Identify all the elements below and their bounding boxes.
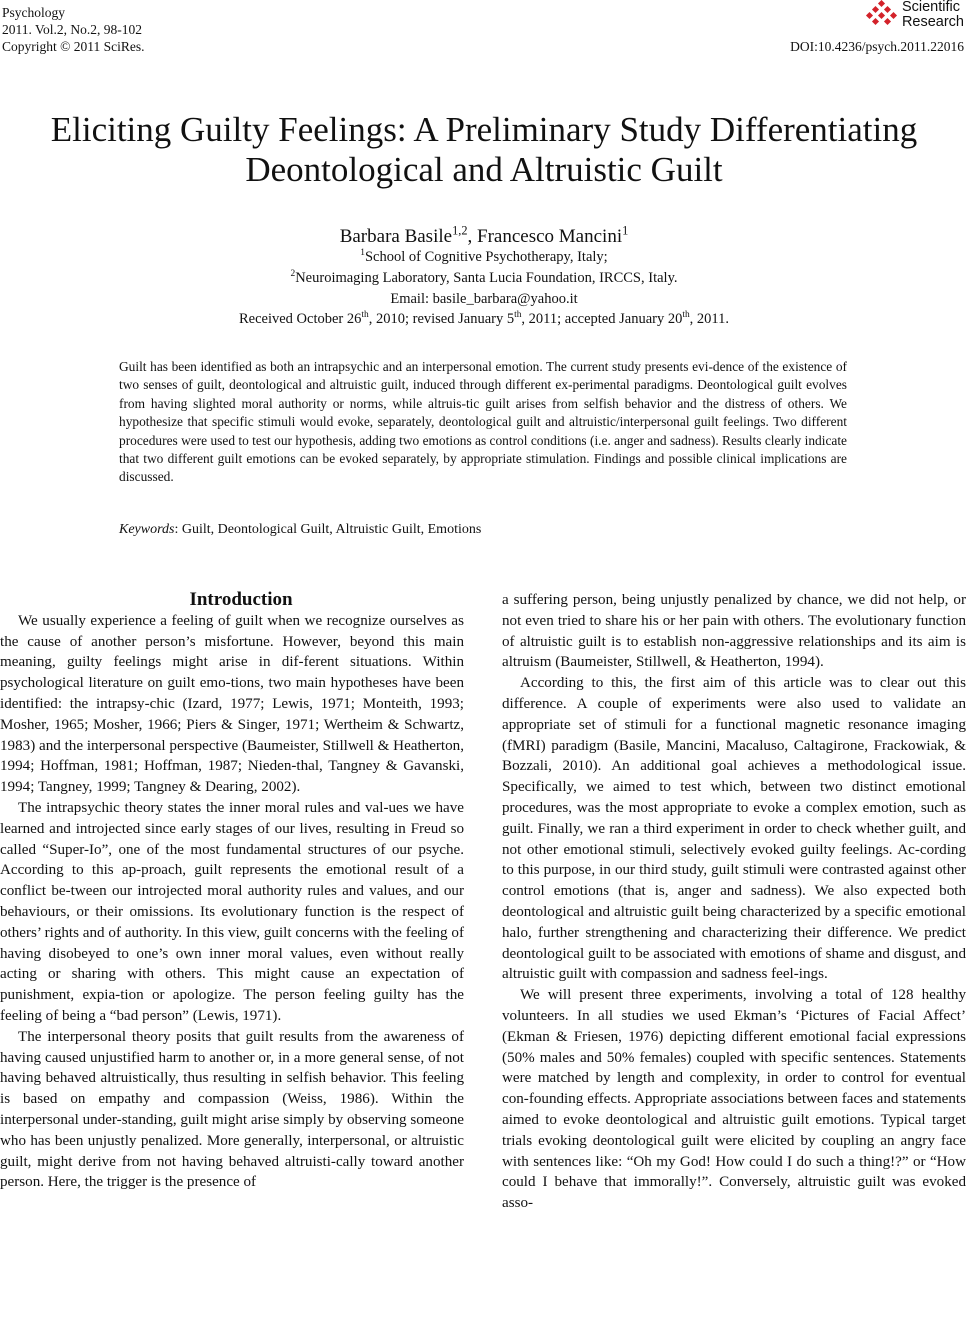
- body-paragraph: According to this, the first aim of this article was to clear out this difference. A couple of experiments were also used to validate an appropriate set of stimuli for a functional magnetic resonance imaging (fMRI) paradigm (Basile, Mancini, Macaluso, Caltagirone, Frackowiak, & Bozzali, 2010). An additional goal achieves a methodological issue. Specifically, we aimed to test which, between two distinct emotional procedures, was the most appropriate to evoke a complex emotion, such as guilt. Finally, we ran a third experiment in order to check whether guilt, and not other emotional stimuli, selectively evoked guilty feelings. Ac-cording to this purpose, in our third study, guilt stimuli were contrasted against other control emotions (that is, anger and sadness). We also expected both deontological and altruistic guilt being characterized by a specific emotional halo, further strengthening and characterizing their difference. We predict deontological guilt to be associated with emotions of shame and disgust, and altruistic guilt with compassion and sadness feel-ings.: [502, 675, 966, 983]
- scirp-logo-icon: [865, 0, 899, 30]
- body-left-column: [0, 590, 464, 1193]
- body-paragraph: We usually experience a feeling of guilt when we recognize ourselves as the cause of another person’s misfortune. However, beyond this main meaning, guilty feelings might arise in dif-ferent situations. Within psychological literature on guilt emo-tions, two main hypotheses have been identified: the intrapsy-chic (Izard, 1977; Lewis, 1971; Monteith, 1993; Mosher, 1965; Mosher, 1966; Piers & Singer, 1971; Wertheim & Schwartz, 1983) and the interpersonal perspective (Baumeister, Stillwell & Heatherton, 1994; Hoffman, 1981; Hoffman, 1987; Nieden-thal, Tangney & Gavanski, 1994; Tangney, 1999; Tangney & Dearing, 2002).: [0, 612, 464, 796]
- ordinal-sup: th: [682, 310, 690, 321]
- author-affil-sup: 1: [622, 223, 629, 238]
- body-paragraph: a suffering person, being unjustly penalized by chance, we did not help, or not even tried to share his or her pain with others. The evolutionary function of altruistic guilt is to establish non-aggressive relationships and its aim is altruism (Baumeister, Stillwell, & Heatherton, 1994).: [502, 592, 966, 671]
- author-separator: ,: [467, 226, 478, 247]
- section-heading-introduction: Introduction: [189, 589, 293, 610]
- journal-name: Psychology: [2, 5, 66, 20]
- affiliation-1: [0, 249, 968, 266]
- body-paragraph: The interpersonal theory posits that guilt results from the awareness of having caused unjustified harm to another or, in a more general sense, of not having behaved altruistically, thus resulting in selfish behavior. This feeling is based on empathy and compassion (Weiss, 1986). Within the interpersonal under-standing, guilt might arise simply by observing someone who has been unjustly penalized. More generally, interpersonal, or altruistic guilt, might derive from not having behaved altruisti-cally toward another person. Here, the trigger is the presence of: [0, 1028, 464, 1191]
- received-text: , 2010; revised January 5: [368, 311, 515, 327]
- received-text: Received October 26: [238, 311, 362, 327]
- title-line1: Eliciting Guilty Feelings: A Preliminary Study Differentiating: [50, 110, 918, 149]
- author-name: Francesco Mancini: [477, 226, 623, 247]
- affil-sup: 1: [360, 248, 365, 259]
- doi: DOI:10.4236/psych.2011.22016: [790, 39, 964, 54]
- journal-volume: 2011. Vol.2, No.2, 98-102: [2, 22, 143, 37]
- affiliation-2: [0, 270, 968, 287]
- abstract: Guilt has been identified as both an intrapsychic and an interpersonal emotion. The current study presents evi-dence of the existence of two senses of guilt, deontological and altruistic guilt, induced through different ex-perimental paradigms. Deontological guilt evolves from having slighted moral authority or norms, while altruis-tic guilt arises from selfish behavior and the distress of others. We hypothesize that specific stimuli would evoke, separately, deontological guilt and altruistic/interpersonal guilt feelings. Two different procedures were used to test our hypothesis, adding two emotions as control conditions (i.e. anger and sadness). Results clearly indicate that two different guilt emotions can be evoked separately, by appropriate stimulation. Findings and possible clinical implications are discussed.: [119, 359, 847, 485]
- received-text: , 2011; accepted January 20: [521, 311, 683, 327]
- journal-header: [2, 4, 145, 55]
- received-dates: [0, 311, 968, 328]
- body-paragraph: We will present three experiments, involving a total of 128 healthy volunteers. In all studies we used Ekman’s ‘Pictures of Facial Affect’ (Ekman & Friesen, 1976) depicting different emotional facial expressions (50% males and 50% females) coupled with specific sentences. Statements were matched by length and complexity, in order to control for eventual con-founding effects. Appropriate associations between faces and statements aimed to evoke deontological and altruistic guilt emotions. Typical target trials evoking deontological guilt were elicited by coupling an angry face with sentences like: “Oh my God! How could I do such a thing!?” or “How could I behave that immorally!”. Conversely, altruistic guilt was evoked asso-: [502, 987, 966, 1212]
- authors: [0, 223, 968, 248]
- author-name: Barbara Basile: [339, 226, 453, 247]
- logo-line1: Scientific: [901, 0, 960, 15]
- title-line2: Deontological and Altruistic Guilt: [245, 150, 723, 189]
- author-affil-sup: 1,2: [452, 223, 468, 238]
- publisher-logo: [865, 0, 964, 30]
- ordinal-sup: th: [514, 310, 522, 321]
- affil-sup: 2: [290, 269, 296, 280]
- received-text: , 2011.: [689, 311, 730, 327]
- logo-line2: Research: [901, 14, 964, 30]
- email: Email: basile_barbara@yahoo.it: [390, 291, 578, 307]
- affil-text: School of Cognitive Psychotherapy, Italy;: [364, 249, 608, 265]
- keywords-text: : Guilt, Deontological Guilt, Altruistic Guilt, Emotions: [174, 522, 482, 537]
- affil-text: Neuroimaging Laboratory, Santa Lucia Foundation, IRCCS, Italy.: [295, 270, 678, 286]
- body-paragraph: The intrapsychic theory states the inner moral rules and val-ues we have learned and introjected since early stages of our lives, resulting in Freud so called “Super-Io”, one of the most fundamental structures of our psyche. According to this ap-proach, guilt represents the emotional result of a conflict be-tween our introjected moral authority rules and values, and our behaviours, or their omissions. Its evolutionary function is the respect of others’ rights and of authority. In this view, guilt concerns with the feeling of having disobeyed to one’s own inner moral values, even without really acting or sharing with others. This might cause an expectation of punishment, expia-tion or apologize. The person feeling guilty has the feeling of being a “bad person” (Lewis, 1971).: [0, 799, 464, 1024]
- journal-copyright: Copyright © 2011 SciRes.: [2, 39, 145, 54]
- body-right-column: [502, 590, 966, 1214]
- keywords: [119, 522, 481, 538]
- ordinal-sup: th: [361, 310, 369, 321]
- logo-wordmark: [902, 0, 964, 30]
- paper-title: [0, 110, 968, 190]
- keywords-label: Keywords: [119, 522, 175, 537]
